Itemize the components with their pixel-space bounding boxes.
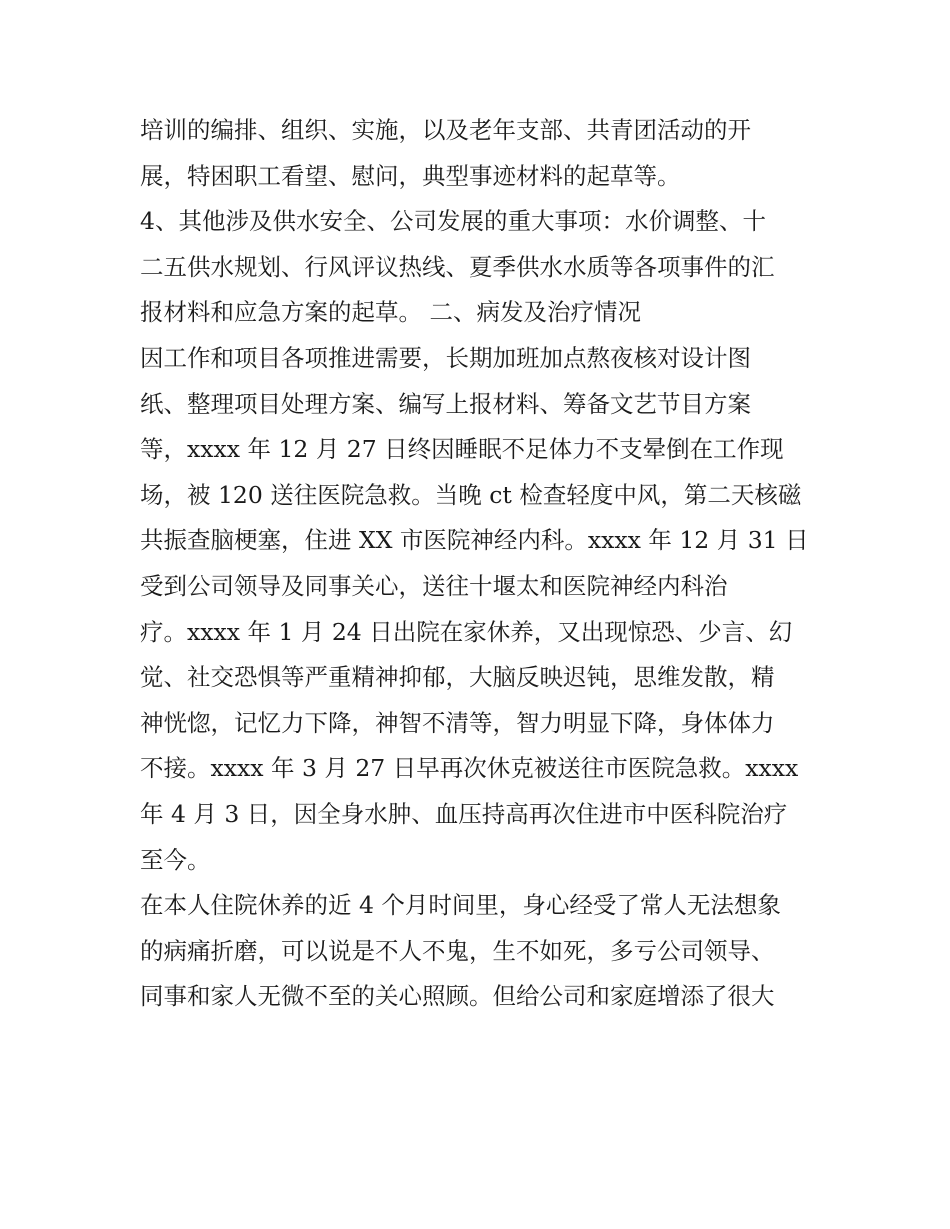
text-line: 在本人住院休养的近 4 个月时间里，身心经受了常人无法想象 xyxy=(140,891,781,920)
text-line: 至今。 xyxy=(140,845,211,874)
text-line: 受到公司领导及同事关心，送往十堰太和医院神经内科治 xyxy=(140,571,728,600)
text-line: 场，被 120 送往医院急救。当晚 ct 检查轻度中风，第二天核磁 xyxy=(140,480,802,509)
text-line: 神恍惚，记忆力下降，神智不清等，智力明显下降，身体体力 xyxy=(140,708,775,737)
text-line: 觉、社交恐惧等严重精神抑郁，大脑反映迟钝，思维发散，精 xyxy=(140,663,775,692)
text-line: 培训的编排、组织、实施，以及老年支部、共青团活动的开 xyxy=(140,116,751,144)
text-line: 4、其他涉及供水安全、公司发展的重大事项：水价调整、十 xyxy=(140,207,766,236)
text-line: 二五供水规划、行风评议热线、夏季供水水质等各项事件的汇 xyxy=(140,252,775,281)
text-line: 同事和家人无微不至的关心照顾。但给公司和家庭增添了很大 xyxy=(140,982,775,1011)
text-line: 等，xxxx 年 12 月 27 日终因睡眠不足体力不支晕倒在工作现 xyxy=(140,435,784,464)
text-line: 共振查脑梗塞，住进 XX 市医院神经内科。xxxx 年 12 月 31 日 xyxy=(140,526,809,555)
text-line: 疗。xxxx 年 1 月 24 日出院在家休养，又出现惊恐、少言、幻 xyxy=(140,617,793,646)
text-line: 年 4 月 3 日，因全身水肿、血压持高再次住进市中医科院治疗 xyxy=(140,799,788,828)
text-line: 纸、整理项目处理方案、编写上报材料、筹备文艺节目方案 xyxy=(140,389,751,418)
text-line: 不接。xxxx 年 3 月 27 日早再次休克被送往市医院急救。xxxx xyxy=(140,754,799,783)
text-line: 因工作和项目各项推进需要，长期加班加点熬夜核对设计图 xyxy=(140,343,751,372)
text-line: 的病痛折磨，可以说是不人不鬼，生不如死，多亏公司领导、 xyxy=(140,936,775,965)
body-text xyxy=(140,108,820,1020)
text-line: 展，特困职工看望、慰问，典型事迹材料的起草等。 xyxy=(140,161,681,190)
text-line: 报材料和应急方案的起草。 二、病发及治疗情况 xyxy=(140,298,641,327)
